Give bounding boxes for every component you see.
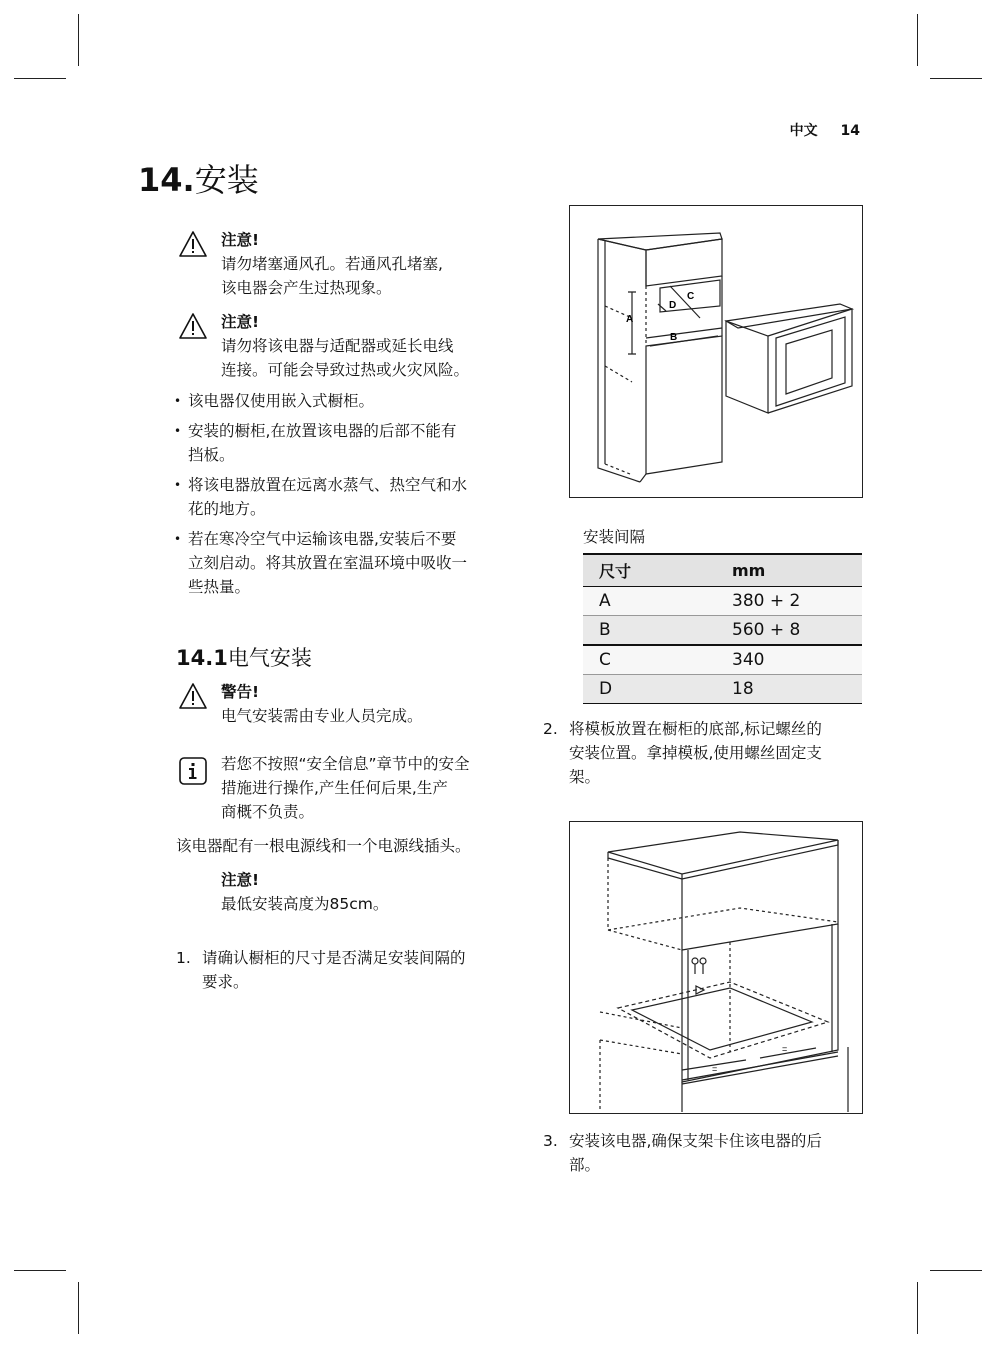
- bullet-line: 花的地方。: [188, 500, 266, 518]
- warning-title: 警告!: [221, 683, 260, 701]
- bullet-line: • 若在寒冷空气中运输该电器,安装后不要: [188, 530, 457, 548]
- list-item: [172, 419, 502, 467]
- notice-line: 请勿堵塞通风孔。若通风孔堵塞,: [221, 255, 443, 273]
- steps-left: [176, 946, 506, 994]
- step-number: 3.: [543, 1132, 558, 1150]
- table-cell: D: [583, 675, 716, 704]
- table-row: [583, 587, 862, 616]
- table-cell: 380 + 2: [716, 587, 862, 616]
- step-line: 架。: [569, 768, 601, 786]
- list-item: [172, 527, 502, 599]
- subsection-number: 14.1: [176, 646, 228, 670]
- dimension-label-b: B: [670, 332, 678, 343]
- step-item: [543, 1129, 863, 1177]
- warning-triangle-icon: [178, 312, 208, 340]
- equal-mark: =: [712, 1064, 718, 1074]
- step-line: 要求。: [202, 973, 249, 991]
- bullet-line: • 该电器仅使用嵌入式橱柜。: [188, 392, 375, 410]
- info-line: 若您不按照“安全信息”章节中的安全: [221, 755, 470, 773]
- crop-mark: [14, 1270, 66, 1271]
- step-2: [543, 717, 863, 789]
- table-row: [583, 616, 862, 646]
- notice-title: 注意!: [221, 231, 260, 249]
- crop-mark: [78, 14, 79, 66]
- dimension-table: [583, 553, 862, 704]
- plug-text: 该电器配有一根电源线和一个电源线插头。: [176, 837, 471, 855]
- table-row: [583, 675, 862, 704]
- table-caption: 安装间隔: [583, 528, 646, 546]
- caution-height: [221, 868, 388, 916]
- table-cell: A: [583, 587, 716, 616]
- table-cell: B: [583, 616, 716, 646]
- table-cell: 18: [716, 675, 862, 704]
- figure-cabinet-dimensions: [569, 205, 863, 498]
- table-cell: 560 + 8: [716, 616, 862, 646]
- table-cell: 340: [716, 645, 862, 675]
- info-icon: [178, 756, 208, 786]
- step-3: [543, 1129, 863, 1177]
- bullet-line: • 安装的橱柜,在放置该电器的后部不能有: [188, 422, 457, 440]
- info-line: 商概不负责。: [221, 803, 315, 821]
- notice-line: 连接。可能会导致过热或火灾风险。: [221, 361, 470, 379]
- bullet-list: [172, 389, 502, 605]
- page-header: [772, 120, 860, 140]
- section-title: [138, 155, 259, 201]
- info-line: 措施进行操作,产生任何后果,生产: [221, 779, 448, 797]
- notice-line: 该电器会产生过热现象。: [221, 279, 392, 297]
- step-item: [176, 946, 506, 994]
- equal-mark: =: [782, 1044, 788, 1054]
- step-line: 安装该电器,确保支架卡住该电器的后: [569, 1132, 822, 1150]
- step-line: 将模板放置在橱柜的底部,标记螺丝的: [569, 720, 822, 738]
- page-number: 14: [840, 123, 860, 139]
- bullet-line: • 将该电器放置在远离水蒸气、热空气和水: [188, 476, 468, 494]
- step-line: 请确认橱柜的尺寸是否满足安装间隔的: [202, 949, 466, 967]
- step-number: 2.: [543, 720, 558, 738]
- caution-title: 注意!: [221, 871, 260, 889]
- step-item: [543, 717, 863, 789]
- step-line: 部。: [569, 1156, 601, 1174]
- step-line: 安装位置。拿掉模板,使用螺丝固定支: [569, 744, 822, 762]
- list-item: [172, 473, 502, 521]
- table-header-row: [583, 554, 862, 587]
- bullet-line: 立刻启动。将其放置在室温环境中吸收一: [188, 554, 468, 572]
- crop-mark: [930, 78, 982, 79]
- warning-triangle-icon: [178, 230, 208, 258]
- caution-text: 最低安装高度为85cm。: [221, 895, 389, 913]
- figure-template-placement: [569, 821, 863, 1114]
- screw-icon: [700, 958, 706, 964]
- warning-line: 电气安装需由专业人员完成。: [221, 707, 423, 725]
- section-number: 14.: [138, 161, 195, 199]
- subsection-title: [176, 642, 312, 672]
- table-row: [583, 645, 862, 675]
- list-item: [172, 389, 502, 413]
- notice-title: 注意!: [221, 313, 260, 331]
- step-number: 1.: [176, 949, 191, 967]
- language-label: 中文: [789, 123, 818, 139]
- crop-mark: [78, 1282, 79, 1334]
- cabinet-diagram: [570, 206, 862, 497]
- subsection-title-text: 电气安装: [227, 646, 312, 670]
- section-title-text: 安装: [194, 161, 259, 199]
- dimension-label-d: D: [669, 300, 677, 311]
- crop-mark: [930, 1270, 982, 1271]
- crop-mark: [917, 14, 918, 66]
- notice-line: 请勿将该电器与适配器或延长电线: [221, 337, 454, 355]
- table-cell: C: [583, 645, 716, 675]
- bullet-line: 挡板。: [188, 446, 235, 464]
- crop-mark: [917, 1282, 918, 1334]
- warning-triangle-icon: [178, 682, 208, 710]
- screw-icon: [692, 958, 698, 964]
- table-header-size: 尺寸: [583, 554, 716, 587]
- table-header-mm: mm: [716, 554, 862, 587]
- bullet-line: 些热量。: [188, 578, 251, 596]
- template-diagram: [570, 822, 862, 1113]
- dimension-label-a: A: [626, 314, 634, 325]
- dimension-label-c: C: [687, 291, 695, 302]
- crop-mark: [14, 78, 66, 79]
